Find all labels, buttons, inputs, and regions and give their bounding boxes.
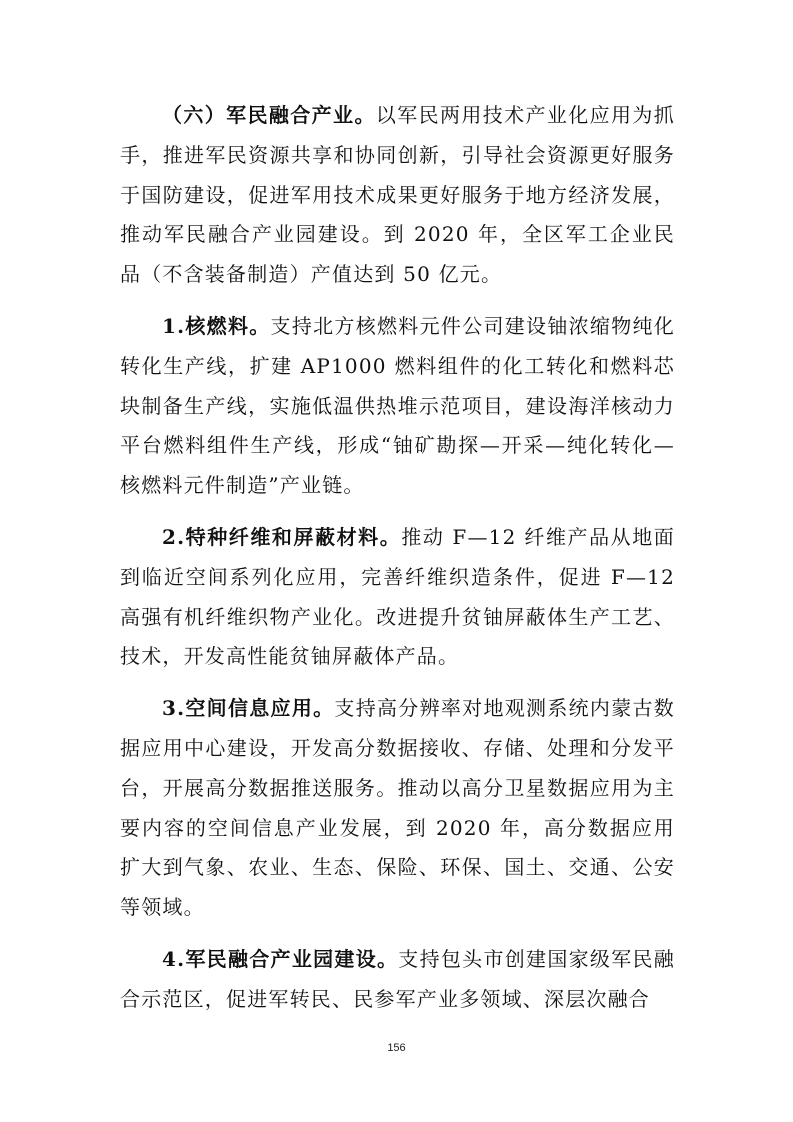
paragraph-text: 支持包头市创建国家级军民融合示范区，促进军转民、民参军产业多领域、深层次融合 — [120, 946, 675, 1011]
paragraph-spatial-information — [120, 689, 675, 928]
paragraph-special-fiber — [120, 518, 675, 677]
paragraph-text: 支持高分辨率对地观测系统内蒙古数据应用中心建设，开发高分数据接收、存储、处理和分发平台，开展高分数据推送服务。推动以高分卫星数据应用为主要内容的空间信息产业发展，到 2020 年，高分数据应用扩大到气象、农业、生态、保险、环保、国土、交通、公安等领域。 — [120, 696, 675, 920]
subsection-heading: 2.特种纤维和屏蔽材料。 — [162, 524, 402, 549]
page-number: 156 — [387, 1042, 406, 1054]
paragraph-military-civil-integration — [120, 96, 675, 295]
paragraph-industrial-park — [120, 940, 675, 1020]
paragraph-nuclear-fuel — [120, 307, 675, 506]
paragraph-text: 支持北方核燃料元件公司建设铀浓缩物纯化转化生产线，扩建 AP1000 燃料组件的化工转化和燃料芯块制备生产线，实施低温供热堆示范项目，建设海洋核动力平台燃料组件生产线，形成“铀矿勘探—开采—纯化转化—核燃料元件制造”产业链。 — [120, 313, 675, 498]
paragraph-text: 推动 F—12 纤维产品从地面到临近空间系列化应用，完善纤维织造条件，促进 F—12 高强有机纤维织物产业化。改进提升贫铀屏蔽体生产工艺、技术，开发高性能贫铀屏蔽体产品。 — [120, 524, 676, 669]
subsection-heading: 1.核燃料。 — [162, 313, 271, 338]
paragraph-text: 以军民两用技术产业化应用为抓手，推进军民资源共享和协同创新，引导社会资源更好服务于国防建设，促进军用技术成果更好服务于地方经济发展，推动军民融合产业园建设。到 2020 年，全区军工企业民品（不含装备制造）产值达到 50 亿元。 — [120, 103, 675, 287]
section-heading: （六）军民融合产业。 — [162, 103, 376, 127]
subsection-heading: 4.军民融合产业园建设。 — [162, 946, 399, 971]
subsection-heading: 3.空间信息应用。 — [162, 696, 335, 721]
document-body — [120, 96, 675, 1032]
